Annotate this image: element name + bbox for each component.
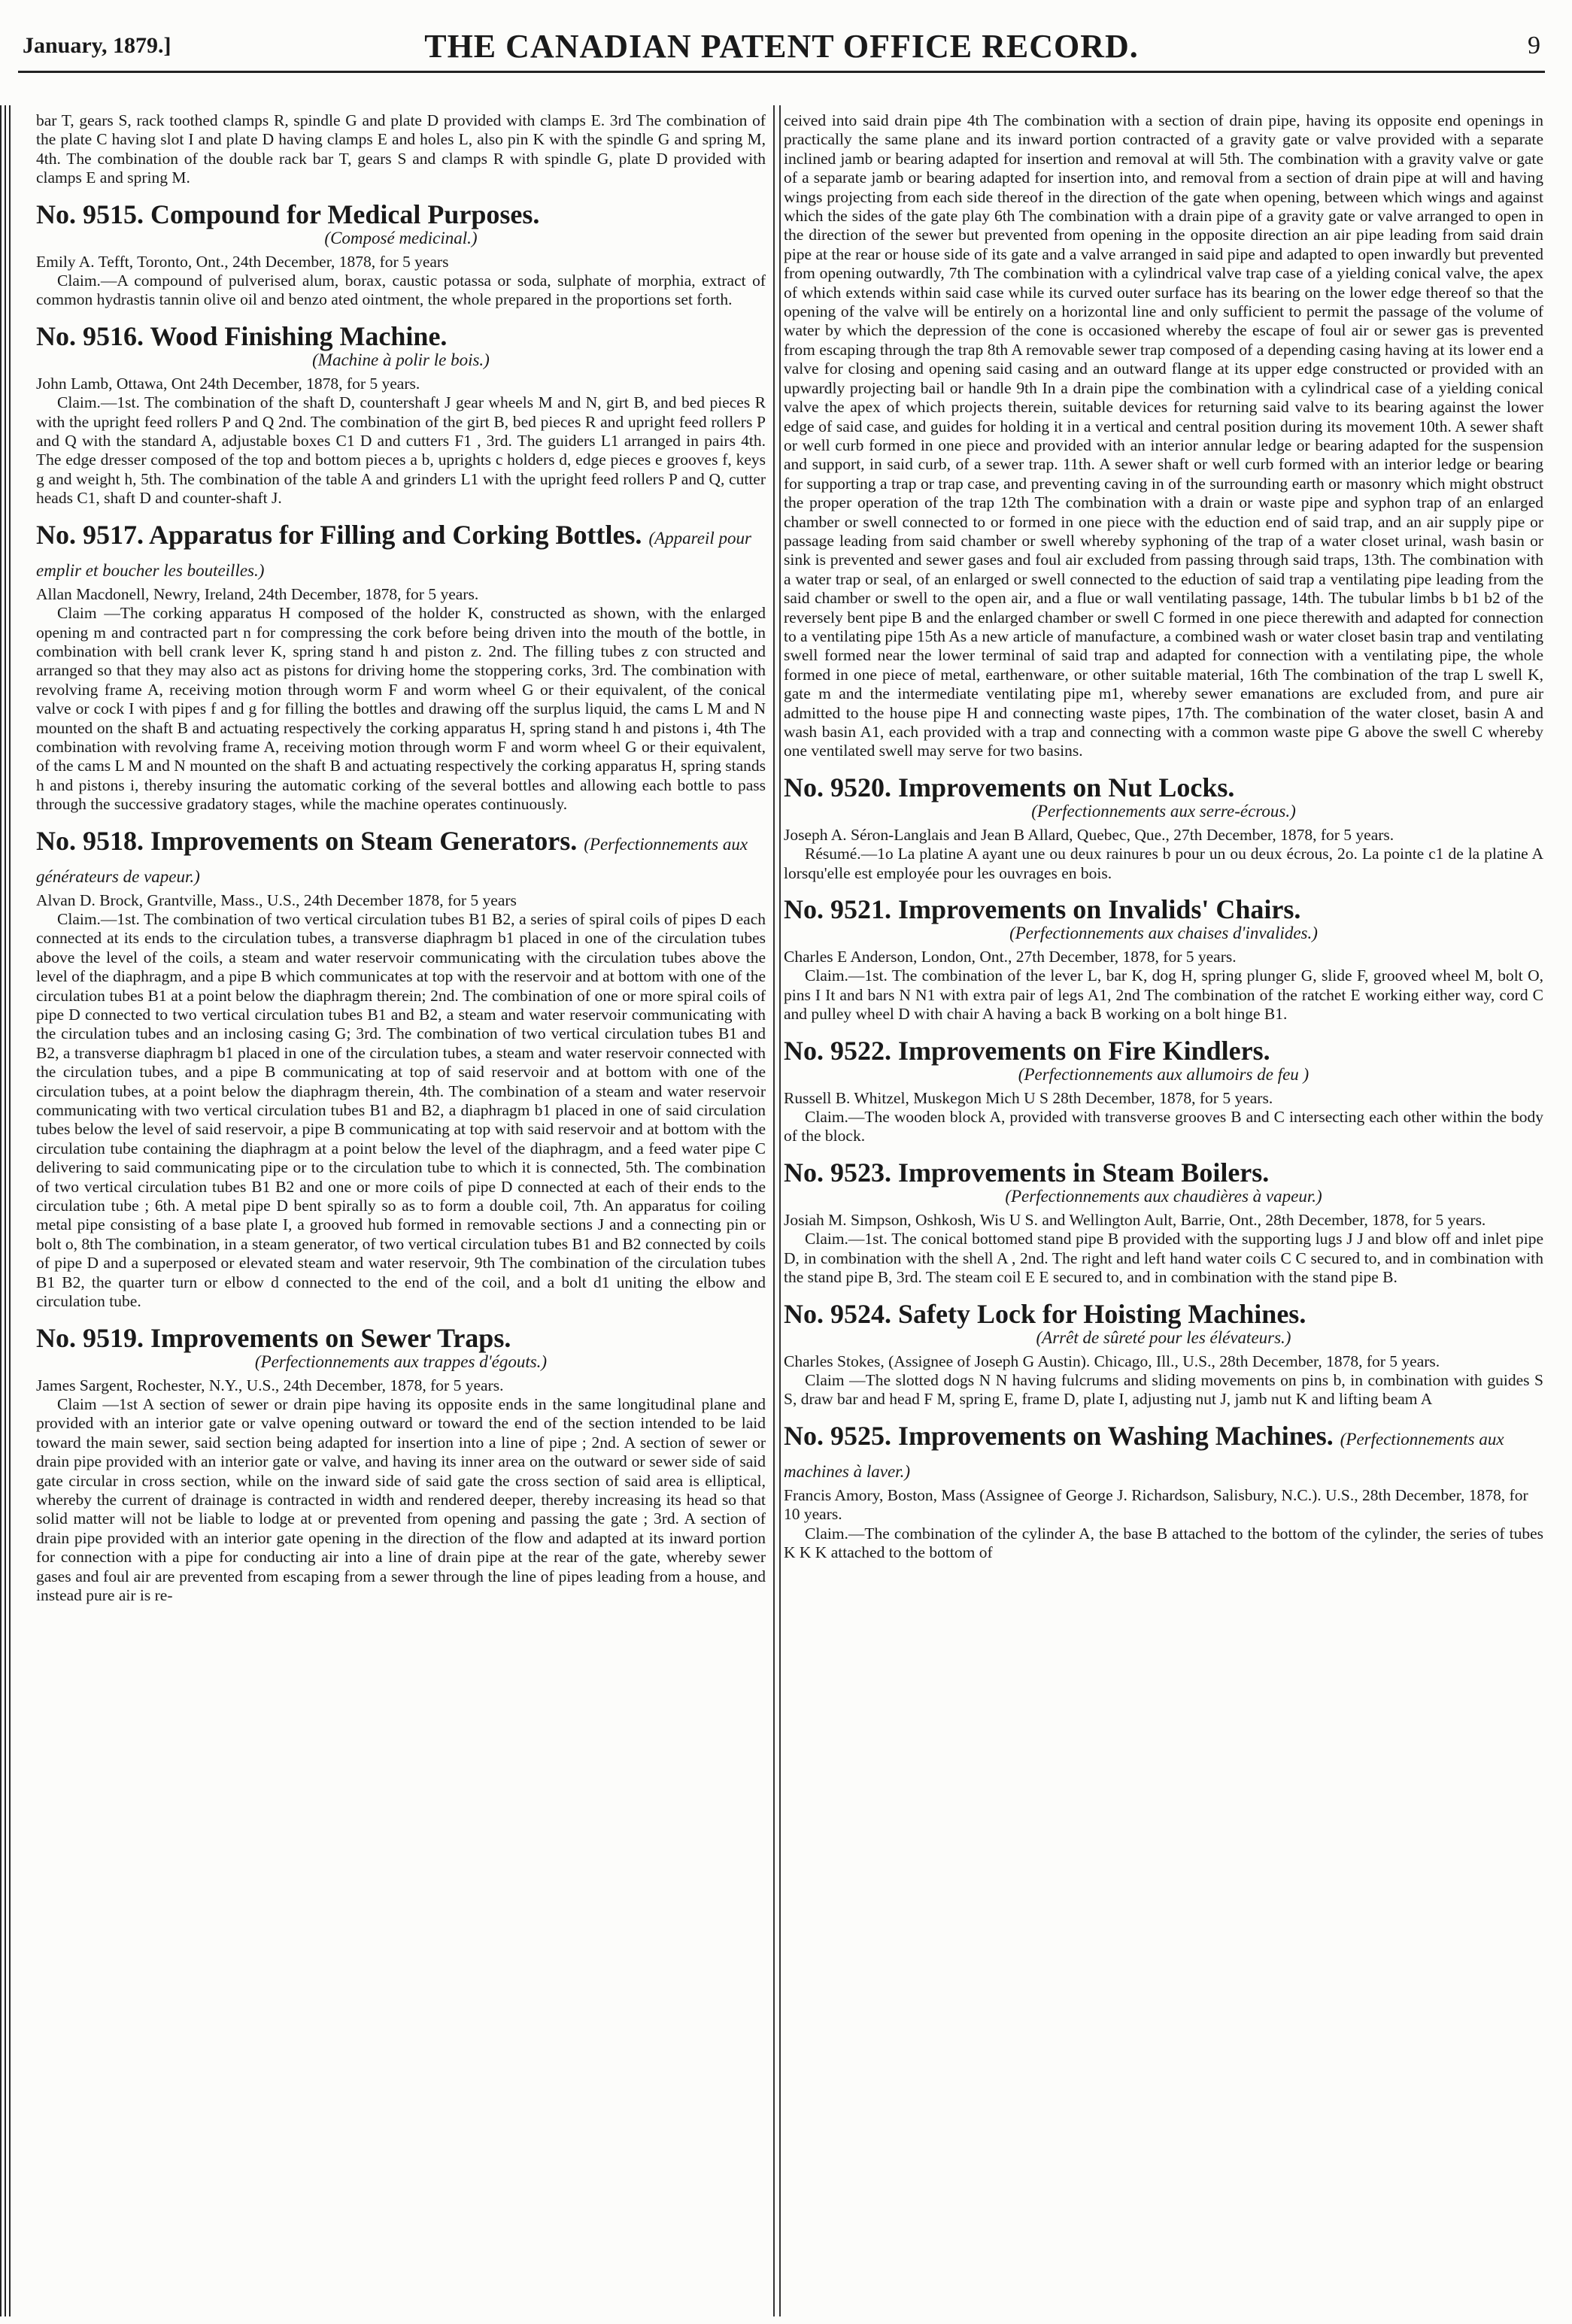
patent-heading: No. 9516. Wood Finishing Machine.	[36, 320, 448, 351]
patent-entry-9523	[784, 1158, 1543, 1288]
french-title: (Perfectionnements aux machines à laver.)	[784, 1429, 1504, 1481]
patent-heading: No. 9522. Improvements on Fire Kindlers.	[784, 1035, 1270, 1066]
claim-text: Claim —The slotted dogs N N having fulcrums and sliding movements on pins b, in combination with guides S S, draw bar and head F M, spring E, frame D, plate I, adjusting nut J, jamb nut K and lifting beam A	[784, 1370, 1543, 1409]
claim-text: Claim.—1st. The combination of the shaft D, countershaft J gear wheels M and N, girt B, and bed pieces R with the upright feed rollers P and Q 2nd. The combination of the girt B, bed pieces R and upright feed rollers P and Q with the standard A, adjustable boxes C1 D and cutters F1 , 3rd. The guiders L1 arranged in pairs 4th. The edge dresser composed of the top and bottom pieces a b, uprights c holders d, edge pieces e grooves f, keys g and weight h, 5th. The combination of the table A and grinders L1 with the upright feed rollers P and Q, cutter heads C1, shaft D and counter-shaft J.	[36, 393, 766, 508]
patentee-line: Charles Stokes, (Assignee of Joseph G Austin). Chicago, Ill., U.S., 28th December, 1878, for 5 years.	[784, 1352, 1440, 1370]
patent-entry-9516	[36, 322, 766, 508]
patentee-line: Joseph A. Séron-Langlais and Jean B Allard, Quebec, Que., 27th December, 1878, for 5 years.	[784, 825, 1394, 844]
patent-heading: No. 9519. Improvements on Sewer Traps.	[36, 1322, 511, 1353]
claim-text: Claim.—The wooden block A, provided with transverse grooves B and C intersecting each other within the body of the block.	[784, 1108, 1543, 1145]
patent-entry-9519	[36, 1324, 766, 1606]
claim-text: Claim —The corking apparatus H composed of the holder K, constructed as shown, with the enlarged opening m and contracted part n for compressing the cork before being driven into the mouth of the bottle, in combination with bell crank lever K, spring stand h and piston z. 2nd. The filling tubes z con structed and arranged so that they may also act as pistons for driving home the stoppering corks, 3rd. The combination with revolving frame A, receiving motion through worm F and worm wheel G or their equivalent, of the conical valve or cock I with pipes f and g for filling the bottles and drawing off the surplus liquid, the cams L M and N mounted on the shaft B and actuating respectively the corking apparatus H, spring stand h and pistons i, 4th The combination with revolving frame A, receiving motion through worm F and worm wheel G or their equivalent, of the cams L M and N mounted on the shaft B and actuating respectively the corking apparatus H, spring stands h and pistons i, thereby insuring the automatic corking of the several bottles and allowing each bottle to pass through the successive gradatory stages, while the machine operates continuously.	[36, 604, 766, 814]
claim-text: Résumé.—1o La platine A ayant une ou deux rainures b pour un ou deux écrous, 2o. La pointe c1 de la platine A lorsqu'elle est employée pour les ouvrages en bois.	[784, 845, 1543, 882]
french-title: (Composé medicinal.)	[324, 228, 478, 247]
right-column	[784, 111, 1543, 2307]
patent-heading: No. 9524. Safety Lock for Hoisting Machines.	[784, 1298, 1306, 1329]
patentee-line: Emily A. Tefft, Toronto, Ont., 24th December, 1878, for 5 years	[36, 252, 449, 271]
french-title: (Arrêt de sûreté pour les élévateurs.)	[1036, 1327, 1291, 1347]
french-title: (Perfectionnements aux chaudières à vapeur.)	[1005, 1186, 1322, 1206]
patentee-line: Charles E Anderson, London, Ont., 27th December, 1878, for 5 years.	[784, 948, 1237, 966]
patent-entry-9515	[36, 200, 766, 310]
french-title: (Perfectionnements aux trappes d'égouts.)	[254, 1352, 548, 1371]
claim-text: Claim.—1st. The combination of two vertical circulation tubes B1 B2, a series of spiral coils of pipes D each connected at its ends to the circulation tubes, a transverse diaphragm b1 placed in one of the circulation tubes above the level of the coils, a steam and water reservoir communicating with the circulation tubes above the level of the diaphragm, and a pipe B which communicates at top with the reservoir and at bottom with one of the circulation tubes B1 at a point below the diaphragm therein; 2nd. The combination of one or more spiral coils of pipe D connected to two vertical circulation tubes B1 and B2, a steam and water reservoir communicating with the circulation tubes and an inclosing casing G; 3rd. The combination of two vertical circulation tubes B1 and B2, a transverse diaphragm b1 placed in one of the circulation tubes, a steam and water reservoir connected with the circulation tubes, and a pipe B communicating at top of said reservoir and at bottom with one of the circulation tubes, at a point below the diaphragm therein, 4th. The combination of a steam and water reservoir communicating with two vertical circulation tubes B1 and B2, a diaphragm b1 placed in one of said circulation tubes below the level of said reservoir, a pipe B communicating at top with said reservoir and at bottom with the circulation tube containing the diaphragm at a point below the level of the diaphragm, and a feed water pipe C delivering to said communicating pipe or to the circulation tube to which it is connected, 5th. The combination of two vertical circulation tubes B1 B2 and one or more coils of pipe D connected at each of their ends to the circulation tube ; 6th. A metal pipe D bent spirally so as to form a double coil, 7th. An apparatus for coiling metal pipe consisting of a base plate I, a grooved hub formed in removable sections J and a connecting pin or bolt o, 8th The combination, in a steam generator, of two vertical circulation tubes B1 and B2 connected by coils of pipe D and a superposed or elevated steam and water reservoir, 9th The combination of the circulation tubes B1 B2, the quarter turn or elbow d connected to the end of the coil, and a bolt d1 uniting the elbow and circulation tube.	[36, 909, 766, 1311]
patent-entry-9518	[36, 827, 766, 1312]
patentee-line: Allan Macdonell, Newry, Ireland, 24th December, 1878, for 5 years.	[36, 584, 479, 603]
french-title: (Perfectionnements aux serre-écrous.)	[1031, 801, 1296, 821]
continued-text: ceived into said drain pipe 4th The combination with a section of drain pipe, having its opposite end openings in practically the same plane and its inward portion contracted of a gravity gate or valve provided with a separate inclined jamb or bearing adapted for insertion and removal at will 5th. The combination with a gravity valve or gate of a separate jamb or bearing adapted for insertion into, and removal from a section of drain pipe at will and having wings projecting from each side thereof in the direction of the gate when opening, between which wings and against which the sides of the gate play 6th The combination with a drain pipe of a gravity gate or valve arranged to open in the direction of the sewer but prevented from opening in the opposite direction an air pipe leading from said drain pipe at the rear or house side of its gate and a valve arranged in said pipe and adapted to open inwardly but prevented from opening outwardly, 7th The combination with a cylindrical valve trap case of a yielding conical valve, the apex of which extends within said case while its curved outer surface has its bearing on the lower edge thereof so that the opening of the valve will be entirely on a horizontal line and only sufficient to permit the passage of the volume of water by which the depression of the cone is occasioned whereby the escape of foul air or sewer gas is prevented from escaping through the trap 8th A removable sewer trap composed of a depending casing having at its lower end a valve for closing and opening said casing and an outward flange at its upper edge constructed or provided with an upwardly projecting bail or handle 9th In a drain pipe the combination with a cylindrical case of a yielding conical valve the apex of which projects therein, suitable devices for returning said valve to its bearing against the lower edge of said case, and guides for holding it in a vertical and central position during its movement 10th. A sewer shaft or well curb formed in one piece and provided with an interior annular ledge or bearing adapted for the suspension and support, in said curb, of a sewer trap. 11th. A sewer shaft or well curb formed with an interior ledge or bearing for supporting a trap or trap case, and preventing caving in of the surrounding earth or masonry which might obstruct the proper operation of the trap 12th The combination with a drain or waste pipe and syphon trap of an enlarged chamber or swell connected to or formed in one piece with the eduction end of said trap, and an air supply pipe or passage leading from said chamber or swell whereby syphoning of the trap of a water closet urinal, wash basin or sink is prevented and sewer gases and foul air excluded from passing through said traps, 13th. The combination with a water trap or seal, of an enlarged or swell connected to the eduction of said trap a ventilating pipe leading from the said chamber or swell to the open air, and a flue or wall ventilating passage, 14th. The tubular limbs b b1 b2 of the reversely bent pipe B and the enlarged chamber or swell C formed in one piece therewith and adapted for connection to a ventilating pipe 15th As a new article of manufacture, a combined wash or water closet basin trap and ventilating swell formed near the lower terminal of said trap and adapted for connection with a ventilating pipe, the whole formed in one piece of metal, earthenware, or other suitable material, 16th The combination of the trap L swell K, gate m and the intermediate ventilating pipe m1, whereby sewer emanations are excluded from, and pure air admitted to the house pipe H and connecting waste pipes, 17th. The combination of the water closet, basin A and wash basin A1, each provided with a trap and connecting with a common waste pipe G above the swell C whereby one ventilated swell may serve for two basins.	[784, 111, 1543, 760]
french-title: (Perfectionnements aux générateurs de vapeur.)	[36, 834, 748, 886]
margin-rule	[0, 105, 14, 2316]
patent-heading	[36, 827, 766, 891]
claim-text: Claim.—1st. The conical bottomed stand pipe B provided with the supporting lugs J J and blow off and inlet pipe D, in combination with the shell A , 2nd. The right and left hand water coils C C secured to, and in combination with the stand pipe B, 3rd. The steam coil E E secured to, and in combination with the stand pipe B.	[784, 1230, 1543, 1287]
continued-text: bar T, gears S, rack toothed clamps R, spindle G and plate D provided with clamps E. 3rd The combination of the plate C having slot I and plate D having clamps E and holes L, also pin K with the spindle G and spring M, 4th. The combination of the double rack bar T, gears S and clamps R with spindle G, plate D provided with clamps E and spring M.	[36, 111, 766, 187]
patent-entry-9525	[784, 1421, 1543, 1563]
patent-entry-9522	[784, 1036, 1543, 1146]
french-title: (Machine à polir le bois.)	[312, 350, 490, 369]
patent-entry-9517	[36, 520, 766, 815]
patent-heading: No. 9521. Improvements on Invalids' Chairs.	[784, 894, 1301, 925]
patent-heading: No. 9520. Improvements on Nut Locks.	[784, 772, 1235, 802]
publication-title: THE CANADIAN PATENT OFFICE RECORD.	[424, 28, 1139, 65]
patentee-line: Russell B. Whitzel, Muskegon Mich U S 28th December, 1878, for 5 years.	[784, 1088, 1273, 1107]
column-divider	[773, 105, 781, 2316]
patent-entry-9524	[784, 1300, 1543, 1409]
patentee-line: Josiah M. Simpson, Oshkosh, Wis U S. and Wellington Ault, Barrie, Ont., 28th December, 1878, for 5 years.	[784, 1210, 1486, 1229]
left-column	[36, 111, 766, 2307]
patent-heading	[36, 520, 766, 585]
patent-entry-9520	[784, 773, 1543, 883]
claim-text: Claim.—The combination of the cylinder A, the base B attached to the bottom of the cylinder, the series of tubes K K K attached to the bottom of	[784, 1524, 1543, 1561]
patent-entry-9521	[784, 895, 1543, 1024]
french-title: (Appareil pour emplir et boucher les bouteilles.)	[36, 528, 751, 580]
french-title: (Perfectionnements aux chaises d'invalides.)	[1009, 924, 1318, 943]
claim-text: Claim.—A compound of pulverised alum, borax, caustic potassa or soda, sulphate of morphia, extract of common hydrastis tannin olive oil and benzo ated ointment, the whole prepared in the proportions set forth.	[36, 272, 766, 309]
patentee-line: James Sargent, Rochester, N.Y., U.S., 24th December, 1878, for 5 years.	[36, 1376, 504, 1394]
patentee-line: Alvan D. Brock, Grantville, Mass., U.S., 24th December 1878, for 5 years	[36, 890, 517, 909]
french-title: (Perfectionnements aux allumoirs de feu )	[1018, 1064, 1309, 1084]
issue-date: January, 1879.]	[23, 33, 171, 58]
claim-text: Claim.—1st. The combination of the lever L, bar K, dog H, spring plunger G, slide F, grooved wheel M, bolt O, pins I It and bars N N1 with extra pair of legs A1, 2nd The combination of the ratchet E working either way, cord C and pulley wheel D with chair A having a back B working on a bolt hinge B1.	[784, 966, 1543, 1024]
patent-heading: No. 9523. Improvements in Steam Boilers.	[784, 1157, 1270, 1188]
patentee-line: John Lamb, Ottawa, Ont 24th December, 1878, for 5 years.	[36, 374, 420, 393]
page-number: 9	[1528, 32, 1540, 59]
patent-heading: No. 9515. Compound for Medical Purposes.	[36, 199, 540, 229]
claim-text: Claim —1st A section of sewer or drain pipe having its opposite ends in the same longitudinal plane and provided with an interior gate or valve opening outward or toward the end of the section intended to be laid toward the main sewer, said section being adapted for insertion into a line of pipe ; 2nd. A section of sewer or drain pipe provided with an interior gate or valve, and having its inner area on the outward or sewer side of said gate circular in cross section, while on the inward side of said gate the cross section of said area is elliptical, whereby the current of drainage is contracted in width and rendered deeper, thereby increasing its head so that solid matter will not be liable to lodge at or prevented from opening and passing the gate ; 3rd. A section of drain pipe provided with an interior gate opening in the direction of the flow and adapted at its inward portion for connection with a pipe for conducting air into a line of drain pipe at the rear of the gate, whereby sewer gases and foul air are prevented from escaping from a sewer through the line of pipes leading from a house, and instead pure air is re-	[36, 1394, 766, 1604]
patent-heading	[784, 1421, 1543, 1486]
patent-heading-text: No. 9525. Improvements on Washing Machines.	[784, 1420, 1334, 1451]
page-header	[18, 23, 1545, 73]
patent-heading-text: No. 9517. Apparatus for Filling and Corking Bottles.	[36, 519, 642, 550]
patent-heading-text: No. 9518. Improvements on Steam Generators.	[36, 825, 578, 856]
patentee-line: Francis Amory, Boston, Mass (Assignee of George J. Richardson, Salisbury, N.C.). U.S., 28th December, 1878, for 10 years.	[784, 1485, 1528, 1524]
